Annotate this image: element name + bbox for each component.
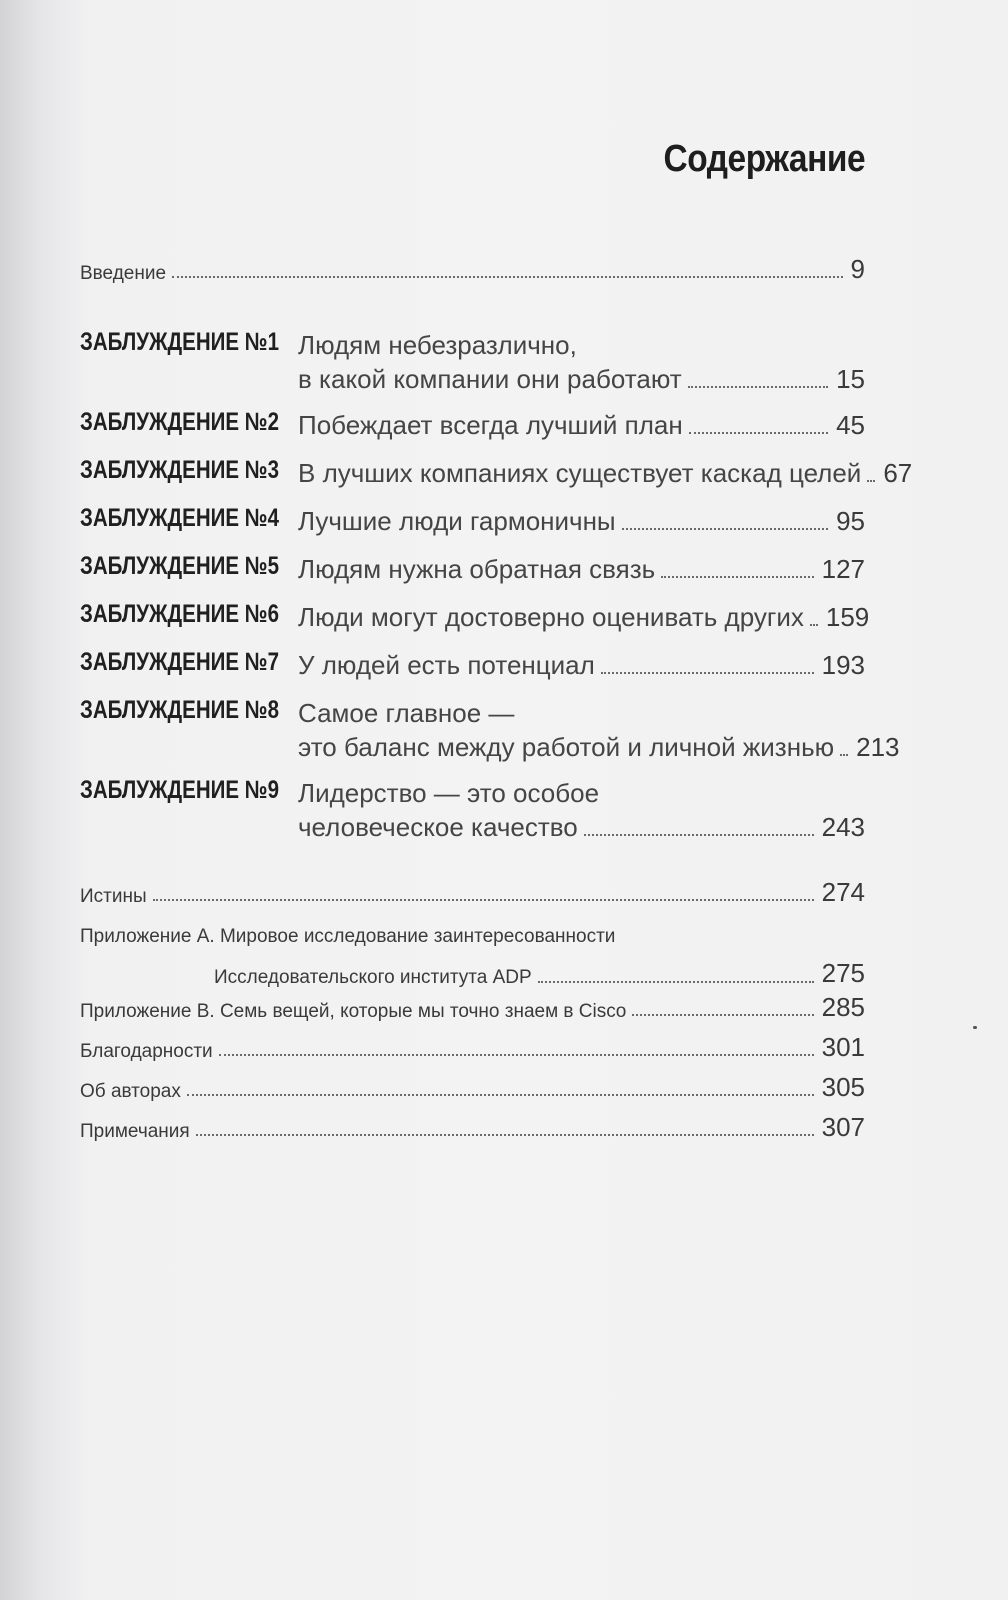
myth-title-line: Самое главное — (298, 698, 515, 728)
myth-number: ЗАБЛУЖДЕНИЕ №9 (80, 776, 279, 804)
myth-title-line: это баланс между работой и личной жизнью (298, 732, 835, 762)
dot-leader (601, 672, 814, 674)
myth-number: ЗАБЛУЖДЕНИЕ №1 (80, 328, 279, 356)
toc-label: Истины (80, 886, 147, 907)
toc-page-number: 213 (856, 732, 900, 762)
toc-page-number: 301 (821, 1032, 865, 1062)
toc-entry-truths[interactable] (80, 877, 865, 908)
toc-entry-authors[interactable] (80, 1072, 865, 1103)
toc-label: Приложение B. Семь вещей, которые мы точно знаем в Cisco (80, 1001, 627, 1022)
toc-entry-myth-4[interactable] (80, 504, 865, 544)
dot-leader (187, 1094, 814, 1096)
dot-leader (219, 1054, 814, 1056)
dot-leader (840, 754, 848, 756)
toc-page-number: 274 (821, 877, 865, 907)
toc-entry-myth-6[interactable] (80, 600, 870, 640)
toc-page-number: 127 (821, 554, 865, 584)
toc-entry-thanks[interactable] (80, 1032, 865, 1063)
toc-entry-appendix-a[interactable] (80, 926, 865, 990)
myth-title-line: в какой компании они работают (298, 364, 682, 394)
toc-entry-myth-1[interactable] (80, 328, 865, 408)
toc-page-number: 9 (850, 254, 865, 284)
toc-page-number: 193 (821, 650, 865, 680)
toc-entry-appendix-b[interactable] (80, 992, 865, 1023)
toc-entry-myth-5[interactable] (80, 552, 865, 592)
toc-page-number: 45 (836, 410, 865, 440)
toc-entry-notes[interactable] (80, 1112, 865, 1143)
toc-entry-myth-8[interactable] (80, 696, 900, 776)
toc-page-number: 285 (821, 992, 865, 1022)
toc-page-number: 15 (836, 364, 865, 394)
myth-title-line: Люди могут достоверно оценивать других (298, 602, 804, 632)
dot-leader (810, 624, 818, 626)
toc-label: Об авторах (80, 1081, 181, 1102)
toc-entry-myth-3[interactable] (80, 456, 913, 496)
myth-title-line: В лучших компаниях существует каскад целей (298, 458, 862, 488)
myth-title-line: Лидерство — это особое (298, 778, 600, 808)
toc-page-number: 307 (821, 1112, 865, 1142)
myth-number: ЗАБЛУЖДЕНИЕ №6 (80, 600, 279, 628)
myth-title-line: У людей есть потенциал (298, 650, 595, 680)
myth-title-line: Людям нужна обратная связь (298, 554, 656, 584)
toc-page-number: 305 (821, 1072, 865, 1102)
dot-leader (622, 528, 828, 530)
myth-title-line: человеческое качество (298, 812, 578, 842)
toc-page-number: 243 (821, 812, 865, 842)
dot-leader (688, 386, 828, 388)
myth-number: ЗАБЛУЖДЕНИЕ №8 (80, 696, 279, 724)
toc-page-number: 95 (836, 506, 865, 536)
toc-page-number: 275 (821, 958, 865, 988)
myth-number: ЗАБЛУЖДЕНИЕ №7 (80, 648, 279, 676)
myth-number: ЗАБЛУЖДЕНИЕ №2 (80, 408, 279, 436)
dot-leader (172, 276, 843, 278)
page-title: Содержание (663, 138, 865, 180)
toc-label: Примечания (80, 1121, 190, 1142)
toc-entry-myth-2[interactable] (80, 408, 865, 448)
toc-entry-intro[interactable] (80, 254, 865, 285)
myth-number: ЗАБЛУЖДЕНИЕ №4 (80, 504, 279, 532)
dot-leader (689, 432, 828, 434)
dot-leader (584, 834, 814, 836)
toc-entry-myth-7[interactable] (80, 648, 865, 688)
bleed-through-speck (973, 1026, 977, 1029)
toc-label: Введение (80, 263, 167, 284)
toc-page-number: 159 (825, 602, 870, 632)
myth-number: ЗАБЛУЖДЕНИЕ №5 (80, 552, 279, 580)
toc-entry-myth-9[interactable] (80, 776, 865, 856)
toc-label: Исследовательского института ADP (214, 967, 532, 988)
myth-title-line: Побеждает всегда лучший план (298, 410, 683, 440)
myth-title-line: Лучшие люди гармоничны (298, 506, 616, 536)
toc-page-number: 67 (883, 458, 913, 488)
toc-label: Приложение А. Мировое исследование заинтересованности (80, 926, 616, 947)
myth-title-line: Людям небезразлично, (298, 330, 577, 360)
dot-leader (153, 899, 814, 901)
toc-label: Благодарности (80, 1041, 213, 1062)
dot-leader (661, 576, 813, 578)
dot-leader (632, 1014, 813, 1016)
myth-number: ЗАБЛУЖДЕНИЕ №3 (80, 456, 279, 484)
dot-leader (196, 1134, 814, 1136)
dot-leader (538, 981, 814, 983)
dot-leader (867, 480, 875, 482)
